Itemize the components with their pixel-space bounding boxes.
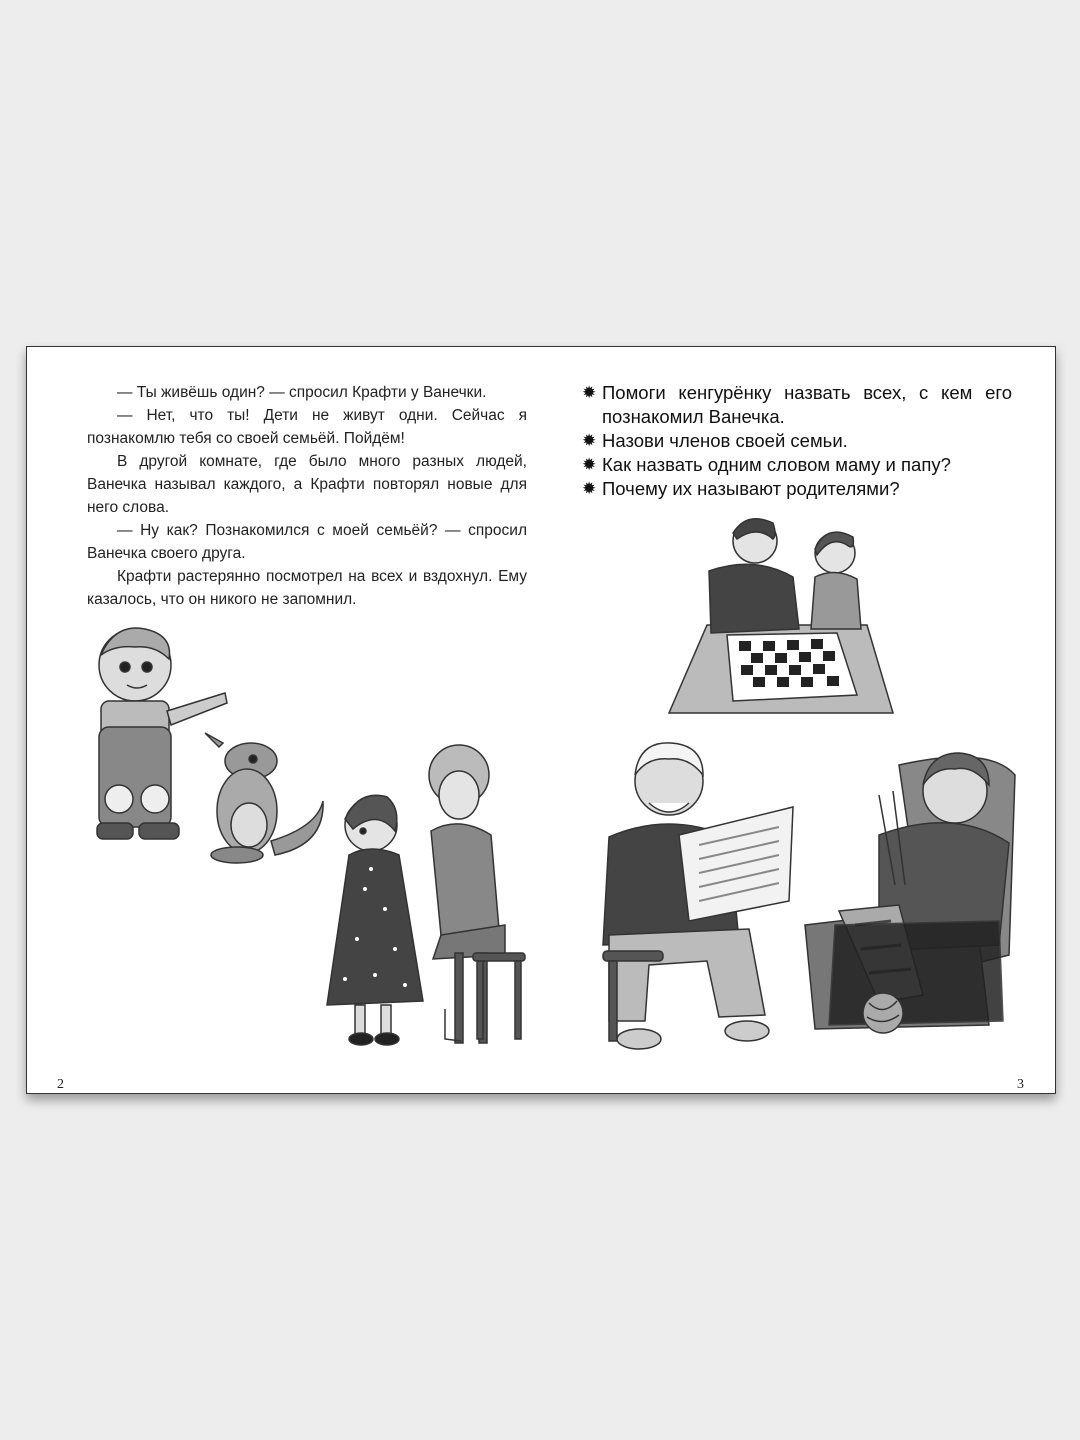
story-paragraph: Крафти растерянно посмотрел на всех и вздохнул. Ему казалось, что он никого не запомнил. xyxy=(87,568,527,608)
question-item xyxy=(582,477,1012,501)
grandparents-illustration xyxy=(579,725,1035,1055)
story-paragraph: — Ты живёшь один? — спросил Крафти у Ванечки. xyxy=(117,384,487,401)
star-icon: ✹ xyxy=(582,431,597,450)
star-icon: ✹ xyxy=(582,383,597,402)
question-item xyxy=(582,429,1012,453)
page-number-right: 3 xyxy=(1017,1077,1024,1092)
question-text: Почему их называют родителями? xyxy=(602,478,900,499)
question-text: Помоги кенгурёнку назвать всех, с кем его познакомил Ванечка. xyxy=(602,382,1012,427)
star-icon: ✹ xyxy=(582,455,597,474)
book-spread xyxy=(26,346,1056,1094)
question-item xyxy=(582,453,1012,477)
question-list xyxy=(582,381,1012,501)
question-item xyxy=(582,381,1012,429)
page-number-left: 2 xyxy=(57,1077,64,1092)
story-text xyxy=(87,381,527,611)
star-icon: ✹ xyxy=(582,479,597,498)
question-text: Как назвать одним словом маму и папу? xyxy=(602,454,951,475)
mother-and-daughter-illustration xyxy=(305,739,535,1049)
story-paragraph: — Нет, что ты! Дети не живут одни. Сейчас я познакомлю тебя со своей семьёй. Пойдём! xyxy=(87,407,527,447)
question-text: Назови членов своей семьи. xyxy=(602,430,848,451)
story-paragraph: — Ну как? Познакомился с моей семьёй? — спросил Ванечка своего друга. xyxy=(87,522,527,562)
story-paragraph: В другой комнате, где было много разных людей, Ванечка называл каждого, а Крафти повторял новые для него слова. xyxy=(87,453,527,516)
boy-and-kangaroo-illustration xyxy=(55,615,335,885)
father-and-son-checkers-illustration xyxy=(667,505,899,715)
